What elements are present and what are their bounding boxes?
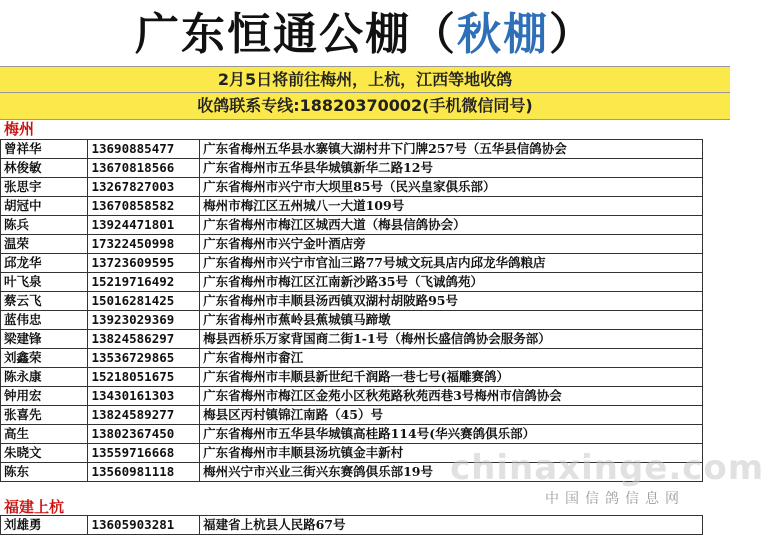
page-title: [0, 0, 730, 70]
contact-phone: 17322450998: [88, 235, 200, 254]
contact-address: 梅县区丙村镇锦江南路（45）号: [200, 406, 703, 425]
contact-name: 邱龙华: [1, 254, 88, 273]
contact-phone: 15219716492: [88, 273, 200, 292]
contact-address: 广东省梅州市丰顺县新世纪千润路一巷七号(福雕赛鸽）: [200, 368, 703, 387]
contact-phone: 13802367450: [88, 425, 200, 444]
contact-phone: 13560981118: [88, 463, 200, 482]
region-heading-meizhou: 梅州: [4, 120, 35, 138]
contact-address: 广东省梅州市梅江区城西大道（梅县信鸽协会）: [200, 216, 703, 235]
contact-phone: 13536729865: [88, 349, 200, 368]
contact-phone: 13670818566: [88, 159, 200, 178]
contact-name: 陈兵: [1, 216, 88, 235]
contact-name: 陈永康: [1, 368, 88, 387]
contact-row: [1, 387, 703, 406]
title-main: 广东恒通公棚（: [135, 9, 457, 60]
contact-row: [1, 178, 703, 197]
region-heading-shanghang: 福建上杭: [4, 498, 65, 516]
contact-row: [1, 349, 703, 368]
contact-row: [1, 368, 703, 387]
contact-row: [1, 292, 703, 311]
contact-phone: 13824589277: [88, 406, 200, 425]
contact-row: [1, 273, 703, 292]
contact-name: 胡冠中: [1, 197, 88, 216]
contact-row: [1, 216, 703, 235]
contact-name: 蔡云飞: [1, 292, 88, 311]
title-accent: 秋棚: [457, 9, 549, 60]
schedule-banner: 2月5日将前往梅州，上杭，江西等地收鸽: [0, 66, 730, 93]
contact-phone: 15016281425: [88, 292, 200, 311]
contact-phone: 13924471801: [88, 216, 200, 235]
contact-address: 广东省梅州市兴宁市官汕三路77号城文玩具店内邱龙华鸽粮店: [200, 254, 703, 273]
contact-name: 朱晓文: [1, 444, 88, 463]
contact-row: [1, 406, 703, 425]
contact-name: 钟用宏: [1, 387, 88, 406]
watermark-latin: chinaxinge.com: [450, 448, 764, 488]
contact-phone: 13690885477: [88, 140, 200, 159]
contact-name: 陈东: [1, 463, 88, 482]
meizhou-contact-table: [0, 139, 703, 482]
contact-address: 广东省梅州市畲江: [200, 349, 703, 368]
contact-row: [1, 425, 703, 444]
contact-name: 林俊敏: [1, 159, 88, 178]
contact-name: 叶飞泉: [1, 273, 88, 292]
contact-name: 高生: [1, 425, 88, 444]
contact-address: 广东省梅州市蕉岭县蕉城镇马蹄墩: [200, 311, 703, 330]
contact-row: [1, 197, 703, 216]
contact-address: 梅州兴宁市兴业三街兴东赛鸽俱乐部19号: [200, 463, 703, 482]
contact-phone: 13430161303: [88, 387, 200, 406]
contact-address: 梅州市梅江区五州城八一大道109号: [200, 197, 703, 216]
shanghang-contact-table: [0, 515, 703, 535]
contact-address: 广东省梅州市丰顺县汤西镇双湖村胡陂路95号: [200, 292, 703, 311]
contact-name: 曾祥华: [1, 140, 88, 159]
contact-row: [1, 330, 703, 349]
contact-row: [1, 311, 703, 330]
contact-address: 广东省梅州市兴宁市大坝里85号（民兴皇家俱乐部）: [200, 178, 703, 197]
contact-address: 广东省梅州市梅江区江南新沙路35号（飞诚鸽苑）: [200, 273, 703, 292]
contact-phone: 13723609595: [88, 254, 200, 273]
contact-name: 温荣: [1, 235, 88, 254]
contact-row: [1, 140, 703, 159]
contact-phone: 13605903281: [88, 516, 200, 535]
contact-row: [1, 254, 703, 273]
contact-row: [1, 235, 703, 254]
contact-phone: 13824586297: [88, 330, 200, 349]
contact-phone: 13923029369: [88, 311, 200, 330]
contact-address: 广东省梅州五华县水寨镇大湖村井下门牌257号（五华县信鸽协会: [200, 140, 703, 159]
contact-name: 张喜先: [1, 406, 88, 425]
contact-address: 福建省上杭县人民路67号: [200, 516, 703, 535]
contact-address: 广东省梅州市丰顺县汤坑镇金丰新村: [200, 444, 703, 463]
contact-phone: 15218051675: [88, 368, 200, 387]
contact-name: 蓝伟忠: [1, 311, 88, 330]
contact-name: 张思宇: [1, 178, 88, 197]
watermark-cn: 中国信鸽信息网: [545, 491, 685, 507]
contact-row: [1, 159, 703, 178]
contact-phone: 13670858582: [88, 197, 200, 216]
contact-address: 广东省梅州市兴宁金叶酒店旁: [200, 235, 703, 254]
contact-address: 梅县西桥乐万家背国商二街1-1号（梅州长盛信鸽协会服务部）: [200, 330, 703, 349]
contact-address: 广东省梅州市五华县华城镇高桂路114号(华兴赛鸽俱乐部）: [200, 425, 703, 444]
contact-name: 刘雄勇: [1, 516, 88, 535]
contact-name: 刘鑫荣: [1, 349, 88, 368]
contact-phone: 13559716668: [88, 444, 200, 463]
contact-name: 梁建锋: [1, 330, 88, 349]
title-close: ）: [549, 9, 595, 60]
contact-address: 广东省梅州市梅江区金苑小区秋苑路秋苑西巷3号梅州市信鸽协会: [200, 387, 703, 406]
contact-address: 广东省梅州市五华县华城镇新华二路12号: [200, 159, 703, 178]
hotline-banner: 收鸽联系专线:18820370002(手机微信同号): [0, 92, 730, 120]
contact-row: [1, 516, 703, 535]
contact-phone: 13267827003: [88, 178, 200, 197]
